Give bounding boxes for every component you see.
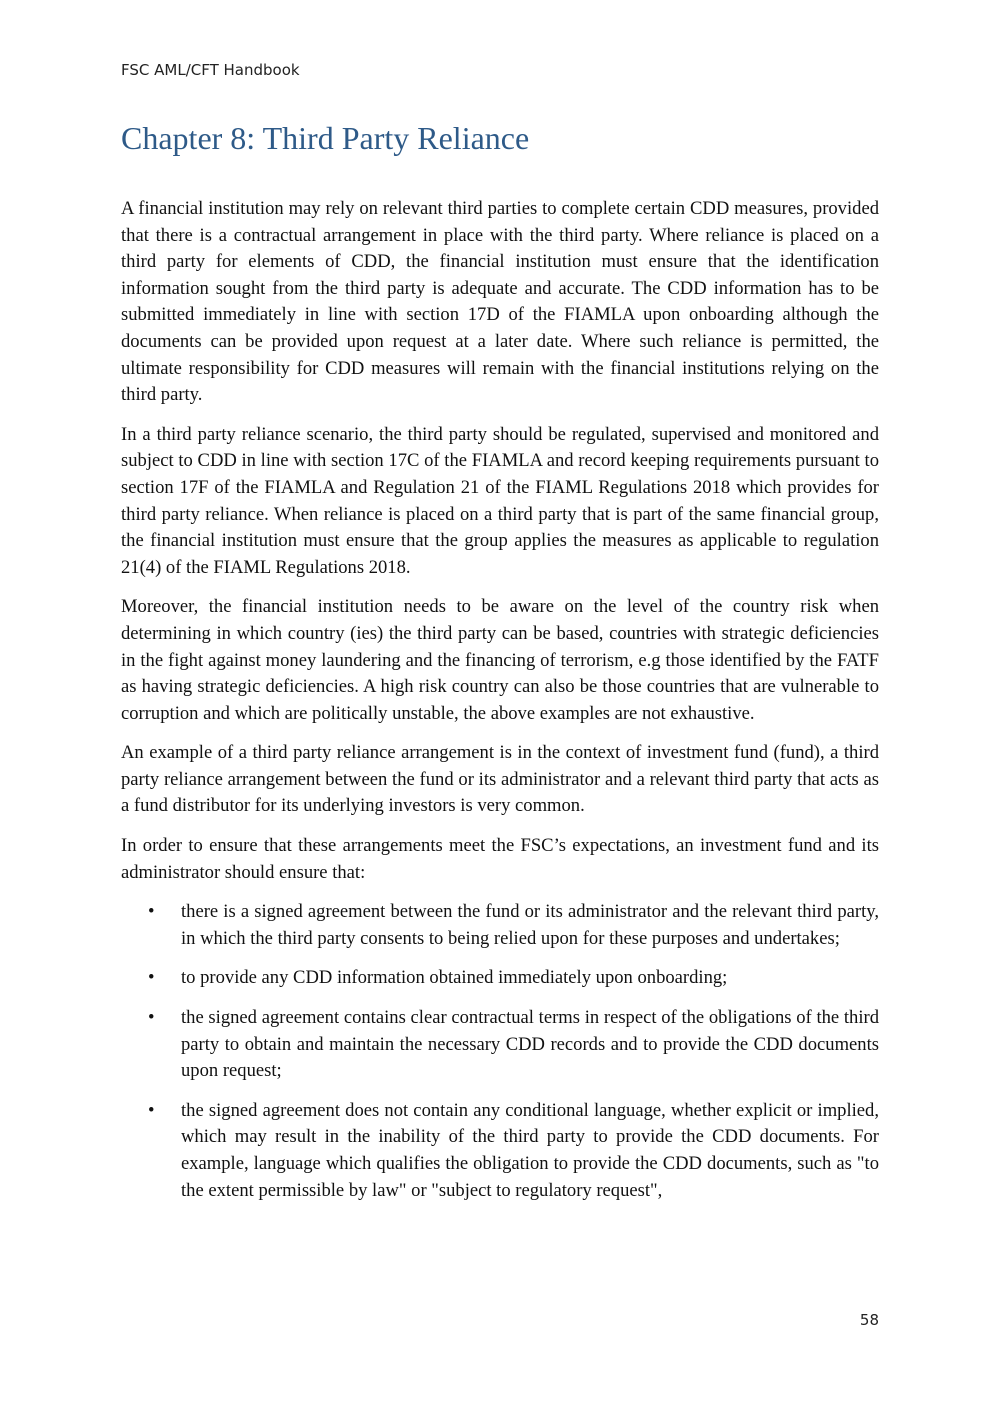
- paragraph-regulated-third-party: In a third party reliance scenario, the third party should be regulated, supervised and monitored and subject to CDD in line with section 17C of the FIAMLA and record keeping requirements pursuant to section 17F of the FIAMLA and Regulation 21 of the FIAML Regulations 2018 which provides for third party reliance. When reliance is placed on a third party that is part of the same financial group, the financial institution must ensure that the group applies the measures as applicable to regulation 21(4) of the FIAML Regulations 2018.: [121, 423, 879, 578]
- list-item-text: the signed agreement contains clear contractual terms in respect of the obligations of the third party to obtain and maintain the necessary CDD records and to provide the CDD documents upon request;: [181, 1007, 879, 1082]
- paragraph-expectations-intro: In order to ensure that these arrangements meet the FSC’s expectations, an investment fund and its administrator should ensure that:: [121, 835, 879, 883]
- paragraph-fund-example: An example of a third party reliance arrangement is in the context of investment fund (fund), a third party reliance arrangement between the fund or its administrator and a relevant third party that acts as a fund distributor for its underlying investors is very common.: [121, 742, 879, 817]
- list-item: [121, 1098, 879, 1204]
- body-text: [121, 196, 879, 1217]
- list-item: [121, 899, 879, 952]
- bullet-icon: •: [148, 901, 155, 923]
- list-item-text: there is a signed agreement between the fund or its administrator and the relevant third party, in which the third party consents to being relied upon for these purposes and undertakes;: [181, 901, 879, 949]
- list-item-text: to provide any CDD information obtained immediately upon onboarding;: [181, 967, 728, 989]
- paragraph-country-risk: Moreover, the financial institution needs to be aware on the level of the country risk when determining in which country (ies) the third party can be based, countries with strategic deficiencies in the fight against money laundering and the financing of terrorism, e.g those identified by the FATF as having strategic deficiencies. A high risk country can also be those countries that are vulnerable to corruption and which are politically unstable, the above examples are not exhaustive.: [121, 596, 879, 724]
- paragraph-reliance-intro: A financial institution may rely on relevant third parties to complete certain CDD measures, provided that there is a contractual arrangement in place with the third party. Where reliance is placed on a third party for elements of CDD, the financial institution must ensure that the identification information sought from the third party is adequate and accurate. The CDD information has to be submitted immediately in line with section 17D of the FIAMLA upon onboarding although the documents can be provided upon request at a later date. Where such reliance is permitted, the ultimate responsibility for CDD measures will remain with the financial institutions relying on the third party.: [121, 198, 879, 406]
- list-item-text: the signed agreement does not contain any conditional language, whether explicit or implied, which may result in the inability of the third party to provide the CDD documents. For example, language which qualifies the obligation to provide the CDD documents, such as "to the extent permissible by law" or "subject to regulatory request",: [181, 1099, 879, 1201]
- list-item: [121, 965, 879, 992]
- bullet-icon: •: [148, 967, 155, 989]
- requirements-list: [121, 899, 879, 1204]
- running-header: FSC AML/CFT Handbook: [121, 61, 300, 79]
- bullet-icon: •: [148, 1099, 155, 1121]
- page-number: 58: [859, 1311, 879, 1329]
- chapter-title: Chapter 8: Third Party Reliance: [121, 120, 530, 156]
- bullet-icon: •: [148, 1007, 155, 1029]
- list-item: [121, 1005, 879, 1085]
